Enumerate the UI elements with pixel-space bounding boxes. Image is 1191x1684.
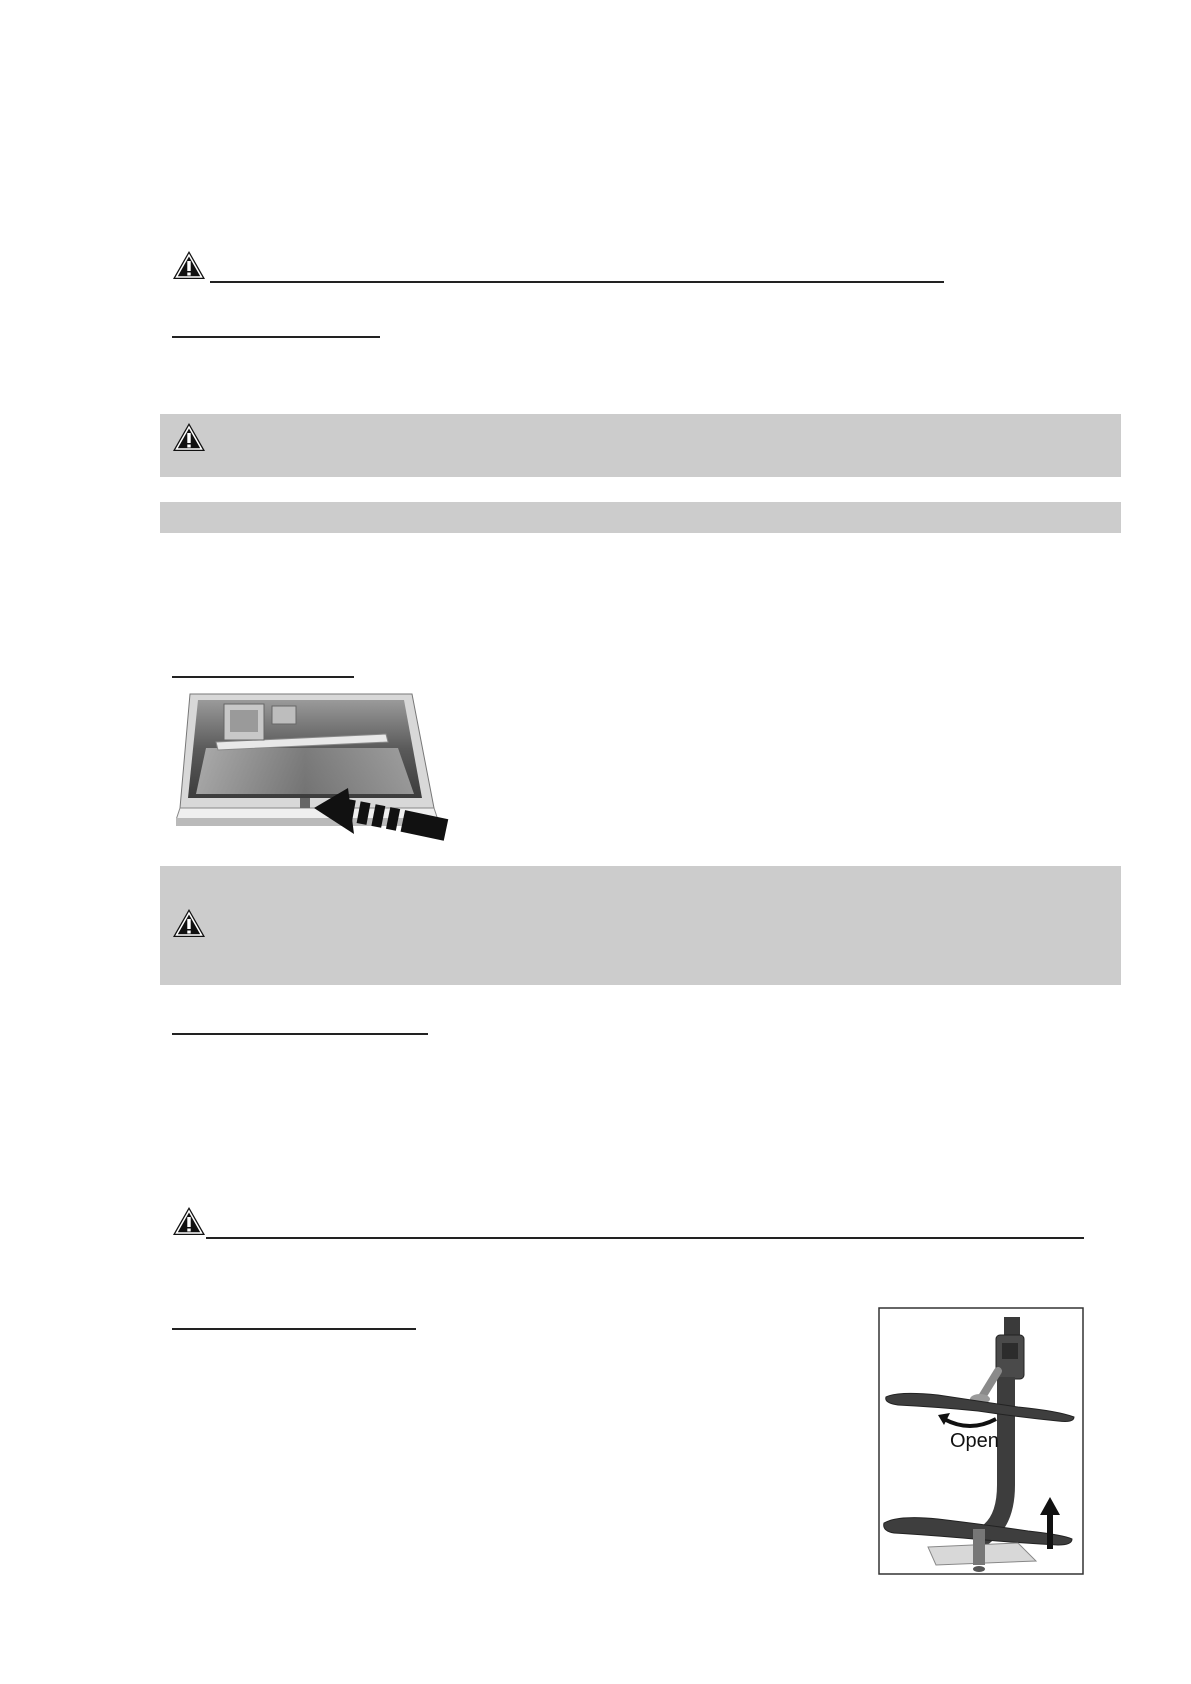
section-heading-underline xyxy=(172,336,380,338)
warning-triangle-icon xyxy=(172,422,206,452)
warning-notice-box xyxy=(160,414,1121,477)
open-label: Open xyxy=(950,1430,999,1452)
warning-heading-underline xyxy=(206,1237,1084,1239)
section-heading-underline xyxy=(172,676,354,678)
warning-heading-underline xyxy=(210,281,944,283)
filter-location-image xyxy=(176,690,451,847)
section-heading-underline xyxy=(172,1328,416,1330)
warning-triangle-icon xyxy=(172,250,206,280)
section-header-bar xyxy=(160,502,1121,533)
warning-notice-box xyxy=(160,866,1121,985)
warning-triangle-icon xyxy=(172,1206,206,1236)
warning-triangle-icon xyxy=(172,908,206,938)
section-heading-underline xyxy=(172,1033,428,1035)
spray-arm-diagram xyxy=(878,1307,1084,1575)
